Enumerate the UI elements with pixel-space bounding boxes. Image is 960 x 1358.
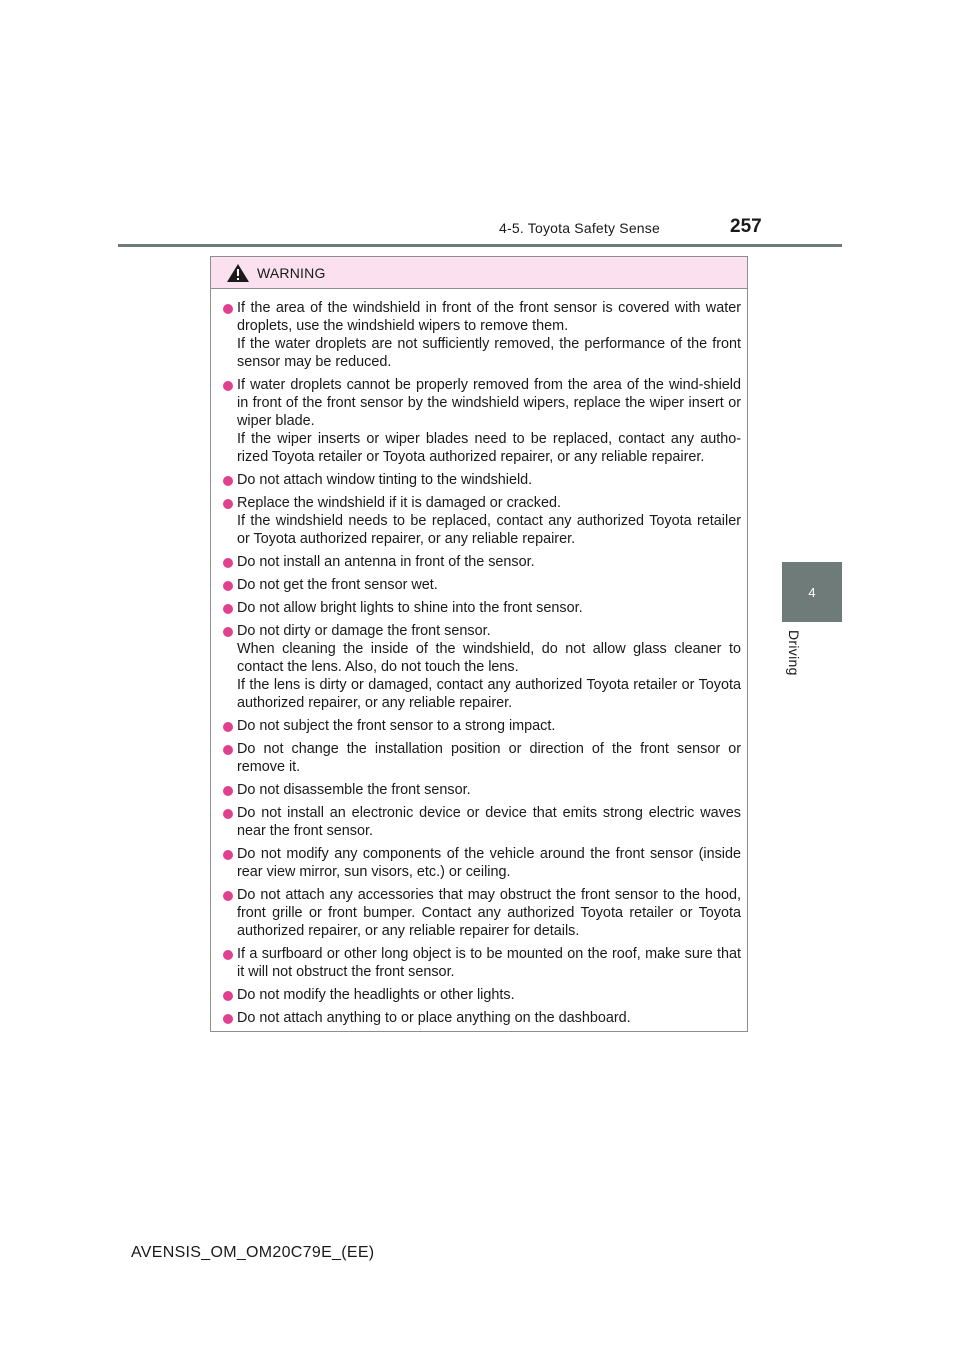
warning-item-text [237, 886, 741, 940]
bullet-icon [223, 476, 233, 486]
warning-item [223, 717, 741, 735]
bullet-icon [223, 850, 233, 860]
warning-item [223, 553, 741, 571]
bullet-icon [223, 499, 233, 509]
warning-paragraph: Do not modify any components of the vehicle around the front sensor (inside rear view mirror, sun visors, etc.) or ceiling. [237, 846, 741, 880]
warning-paragraph: Replace the windshield if it is damaged or cracked. [237, 495, 561, 511]
warning-list [211, 289, 747, 1027]
bullet-icon [223, 809, 233, 819]
warning-item-text [237, 553, 741, 571]
warning-item [223, 845, 741, 881]
warning-paragraph: If the lens is dirty or damaged, contact any authorized Toyota retailer or Toyota authorized repairer, or any reliable repairer. [237, 677, 741, 711]
warning-paragraph: Do not attach any accessories that may obstruct the front sensor to the hood, front grille or front bumper. Contact any authorized Toyota retailer or Toyota authorized repairer, or any reliable repairer for details. [237, 887, 741, 939]
section-title: 4-5. Toyota Safety Sense [499, 220, 660, 236]
warning-paragraph: Do not disassemble the front sensor. [237, 782, 471, 798]
warning-item-text [237, 299, 741, 371]
warning-paragraph: Do not modify the headlights or other lights. [237, 987, 515, 1003]
warning-item-text [237, 376, 741, 466]
warning-item-text [237, 494, 741, 548]
bullet-icon [223, 627, 233, 637]
bullet-icon [223, 304, 233, 314]
bullet-icon [223, 581, 233, 591]
bullet-icon [223, 722, 233, 732]
warning-item-text [237, 717, 741, 735]
warning-item [223, 376, 741, 466]
warning-item [223, 804, 741, 840]
warning-title: WARNING [257, 264, 326, 281]
warning-item-text [237, 599, 741, 617]
warning-paragraph: If the wiper inserts or wiper blades need to be replaced, contact any autho-rized Toyota retailer or Toyota authorized repairer, or any reliable repairer. [237, 431, 741, 465]
warning-paragraph: Do not attach anything to or place anything on the dashboard. [237, 1010, 631, 1026]
warning-paragraph: If a surfboard or other long object is to be mounted on the roof, make sure that it will not obstruct the front sensor. [237, 946, 741, 980]
bullet-icon [223, 950, 233, 960]
bullet-icon [223, 604, 233, 614]
warning-item [223, 740, 741, 776]
bullet-icon [223, 381, 233, 391]
warning-item [223, 886, 741, 940]
warning-item [223, 781, 741, 799]
warning-item [223, 494, 741, 548]
chapter-label: Driving [786, 630, 802, 676]
warning-paragraph: If the windshield needs to be replaced, contact any authorized Toyota retailer or Toyota authorized repairer, or any reliable repairer. [237, 513, 741, 547]
warning-paragraph: Do not install an electronic device or device that emits strong electric waves near the front sensor. [237, 805, 741, 839]
warning-header [211, 257, 747, 289]
warning-item-text [237, 845, 741, 881]
bullet-icon [223, 745, 233, 755]
warning-item-text [237, 576, 741, 594]
warning-paragraph: Do not install an antenna in front of the sensor. [237, 554, 535, 570]
warning-item [223, 986, 741, 1004]
warning-item-text [237, 622, 741, 712]
warning-paragraph: When cleaning the inside of the windshield, do not allow glass cleaner to contact the lens. Also, do not touch the lens. [237, 641, 741, 675]
warning-item [223, 945, 741, 981]
warning-item [223, 1009, 741, 1027]
warning-item-text [237, 986, 741, 1004]
warning-box [210, 256, 748, 1032]
bullet-icon [223, 786, 233, 796]
header-divider [118, 244, 842, 247]
warning-item-text [237, 945, 741, 981]
warning-item [223, 622, 741, 712]
warning-paragraph: If the water droplets are not sufficiently removed, the performance of the front sensor may be reduced. [237, 336, 741, 370]
warning-paragraph: If the area of the windshield in front of the front sensor is covered with water droplets, use the windshield wipers to remove them. [237, 300, 741, 334]
bullet-icon [223, 1014, 233, 1024]
warning-item-text [237, 1009, 741, 1027]
warning-item-text [237, 740, 741, 776]
bullet-icon [223, 558, 233, 568]
warning-paragraph: Do not allow bright lights to shine into the front sensor. [237, 600, 583, 616]
chapter-number: 4 [808, 584, 816, 600]
warning-item [223, 576, 741, 594]
chapter-tab [782, 562, 842, 622]
bullet-icon [223, 991, 233, 1001]
warning-item [223, 471, 741, 489]
page-number: 257 [730, 216, 762, 237]
warning-paragraph: If water droplets cannot be properly removed from the area of the wind-shield in front of the front sensor by the windshield wipers, replace the wiper insert or wiper blade. [237, 377, 741, 429]
warning-paragraph: Do not get the front sensor wet. [237, 577, 438, 593]
warning-item [223, 599, 741, 617]
warning-paragraph: Do not change the installation position or direction of the front sensor or remove it. [237, 741, 741, 775]
warning-item [223, 299, 741, 371]
warning-paragraph: Do not subject the front sensor to a strong impact. [237, 718, 556, 734]
document-code: AVENSIS_OM_OM20C79E_(EE) [131, 1244, 375, 1261]
warning-item-text [237, 781, 741, 799]
warning-paragraph: Do not dirty or damage the front sensor. [237, 623, 491, 639]
warning-paragraph: Do not attach window tinting to the windshield. [237, 472, 533, 488]
warning-item-text [237, 471, 741, 489]
warning-item-text [237, 804, 741, 840]
bullet-icon [223, 891, 233, 901]
warning-triangle-icon [227, 264, 249, 282]
